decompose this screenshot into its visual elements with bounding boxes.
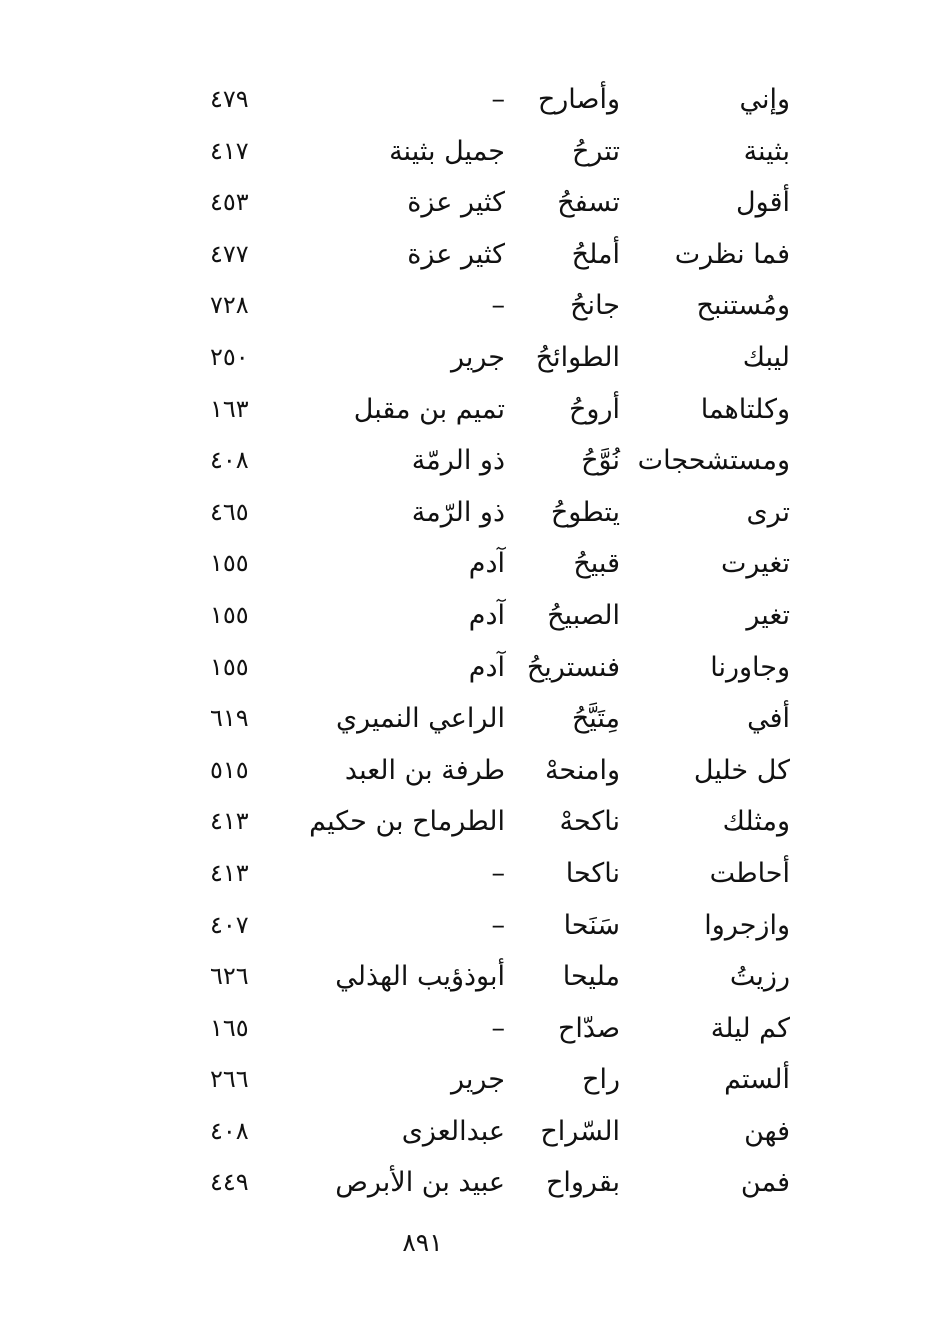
table-row bbox=[190, 435, 800, 487]
verse-first-word: وجاورنا bbox=[710, 651, 790, 683]
verse-first-word: وازجروا bbox=[704, 909, 790, 941]
poet-name: تميم بن مقبل bbox=[353, 393, 505, 425]
verse-first-word: وكلتاهما bbox=[700, 393, 790, 425]
table-row bbox=[190, 745, 800, 797]
poet-name: عبيد بن الأبرص bbox=[335, 1167, 505, 1199]
page-number: ٦١٩ bbox=[210, 704, 249, 733]
table-row bbox=[190, 126, 800, 178]
rhyme-word: الصبيحُ bbox=[547, 599, 620, 631]
page-number: ٤١٧ bbox=[210, 136, 249, 165]
page-number: ٤٥٣ bbox=[210, 188, 249, 217]
poet-name: كثير عزة bbox=[407, 238, 505, 270]
page-number: ٢٦٦ bbox=[210, 1065, 249, 1094]
page-number: ٤٠٧ bbox=[210, 910, 249, 939]
verse-first-word: أحاطت bbox=[709, 857, 790, 889]
poet-name: – bbox=[491, 1012, 505, 1044]
verse-first-word: ألستم bbox=[724, 1064, 790, 1096]
page-number: ٥١٥ bbox=[210, 755, 249, 784]
table-row bbox=[190, 1003, 800, 1055]
table-row bbox=[190, 332, 800, 384]
poet-name: – bbox=[491, 290, 505, 322]
verse-first-word: ومُستنبح bbox=[696, 290, 790, 322]
rhyme-word: بقرواح bbox=[545, 1167, 620, 1199]
poet-name: جميل بثينة bbox=[389, 135, 505, 167]
page-number: ٤٤٩ bbox=[210, 1168, 249, 1197]
page-number: ٤٠٨ bbox=[210, 1116, 249, 1145]
poet-name: جرير bbox=[451, 1064, 505, 1096]
rhyme-word: فنستريحُ bbox=[526, 651, 620, 683]
table-row bbox=[190, 74, 800, 126]
table-row bbox=[190, 384, 800, 436]
poet-name: الطرماح بن حكيم bbox=[309, 806, 505, 838]
rhyme-word: يتطوحُ bbox=[550, 496, 620, 528]
rhyme-word: الطوائحُ bbox=[535, 341, 620, 373]
page-number: ١٥٥ bbox=[210, 652, 249, 681]
table-row bbox=[190, 229, 800, 281]
verse-first-word: فهن bbox=[744, 1115, 790, 1147]
page-number: ٤٧٧ bbox=[210, 239, 249, 268]
rhyme-word: السّراح bbox=[540, 1115, 620, 1147]
verse-first-word: رزيتُ bbox=[729, 961, 790, 993]
poet-name: آدم bbox=[468, 548, 505, 580]
poet-name: – bbox=[491, 857, 505, 889]
table-row bbox=[190, 280, 800, 332]
verse-first-word: ومثلك bbox=[722, 806, 790, 838]
rhyme-word: قبيحُ bbox=[573, 548, 620, 580]
rhyme-word: وامنحهْ bbox=[544, 754, 620, 786]
page-number: ١٥٥ bbox=[210, 600, 249, 629]
verse-first-word: تغير bbox=[746, 599, 790, 631]
poet-name: ذو الرّمة bbox=[411, 496, 505, 528]
verse-first-word: كم ليلة bbox=[710, 1012, 790, 1044]
rhyme-word: نُوَّحُ bbox=[581, 445, 620, 477]
verse-index-table bbox=[190, 74, 800, 1209]
poet-name: كثير عزة bbox=[407, 187, 505, 219]
rhyme-word: أملحُ bbox=[571, 238, 620, 270]
page-number: ٤٦٥ bbox=[210, 497, 249, 526]
rhyme-word: ناكحا bbox=[565, 857, 620, 889]
page-number: ٤٠٨ bbox=[210, 446, 249, 475]
rhyme-word: جانحُ bbox=[570, 290, 620, 322]
poet-name: – bbox=[491, 909, 505, 941]
table-row bbox=[190, 900, 800, 952]
verse-first-word: تغيرت bbox=[720, 548, 790, 580]
table-row bbox=[190, 951, 800, 1003]
table-row bbox=[190, 848, 800, 900]
verse-first-word: ترى bbox=[746, 496, 790, 528]
rhyme-word: أروحُ bbox=[568, 393, 620, 425]
poet-name: آدم bbox=[468, 651, 505, 683]
rhyme-word: مليحا bbox=[562, 961, 620, 993]
poet-name: عبدالعزى bbox=[401, 1115, 505, 1147]
page-number: ١٦٣ bbox=[210, 394, 249, 423]
table-row bbox=[190, 796, 800, 848]
table-row bbox=[190, 177, 800, 229]
poet-name: آدم bbox=[468, 599, 505, 631]
rhyme-word: مِتَيَّحُ bbox=[571, 703, 620, 735]
verse-first-word: وإني bbox=[739, 84, 790, 115]
page-number: ١٥٥ bbox=[210, 549, 249, 578]
verse-first-word: كل خليل bbox=[693, 754, 790, 786]
verse-first-word: ومستشحجات bbox=[637, 445, 790, 477]
verse-first-word: ليبك bbox=[742, 341, 790, 373]
table-row bbox=[190, 590, 800, 642]
page-number: ٦٢٦ bbox=[210, 962, 249, 991]
poet-name: أبوذؤيب الهذلي bbox=[335, 961, 505, 993]
rhyme-word: راح bbox=[582, 1064, 620, 1096]
page-number: ٧٢٨ bbox=[210, 291, 249, 320]
verse-first-word: أقول bbox=[736, 187, 790, 219]
verse-first-word: فمن bbox=[740, 1167, 790, 1199]
table-row bbox=[190, 1054, 800, 1106]
poet-name: جرير bbox=[451, 341, 505, 373]
rhyme-word: تترحُ bbox=[572, 135, 620, 167]
verse-first-word: أفي bbox=[747, 703, 790, 735]
table-row bbox=[190, 538, 800, 590]
poet-name: ذو الرمّة bbox=[411, 445, 505, 477]
verse-first-word: بثينة bbox=[743, 135, 790, 167]
rhyme-word: صدّاح bbox=[557, 1012, 620, 1044]
table-row bbox=[190, 642, 800, 694]
table-row bbox=[190, 1106, 800, 1158]
page-number: ٤١٣ bbox=[210, 858, 249, 887]
rhyme-word: سَنَحا bbox=[563, 909, 620, 941]
folio-page-number: ٨٩١ bbox=[402, 1228, 443, 1257]
rhyme-word: ناكحهْ bbox=[559, 806, 620, 838]
rhyme-word: وأصارح bbox=[537, 84, 620, 115]
page-number: ١٦٥ bbox=[210, 1013, 249, 1042]
table-row bbox=[190, 693, 800, 745]
poet-name: الراعي النميري bbox=[336, 703, 505, 735]
verse-first-word: فما نظرت bbox=[674, 238, 790, 270]
table-row bbox=[190, 1157, 800, 1209]
poet-name: طرفة بن العبد bbox=[344, 754, 505, 786]
poet-name: – bbox=[491, 84, 505, 115]
page-number: ٢٥٠ bbox=[210, 342, 249, 371]
page-number: ٤٧٩ bbox=[210, 85, 249, 113]
page-number: ٤١٣ bbox=[210, 807, 249, 836]
rhyme-word: تسفحُ bbox=[557, 187, 620, 219]
table-row bbox=[190, 487, 800, 539]
